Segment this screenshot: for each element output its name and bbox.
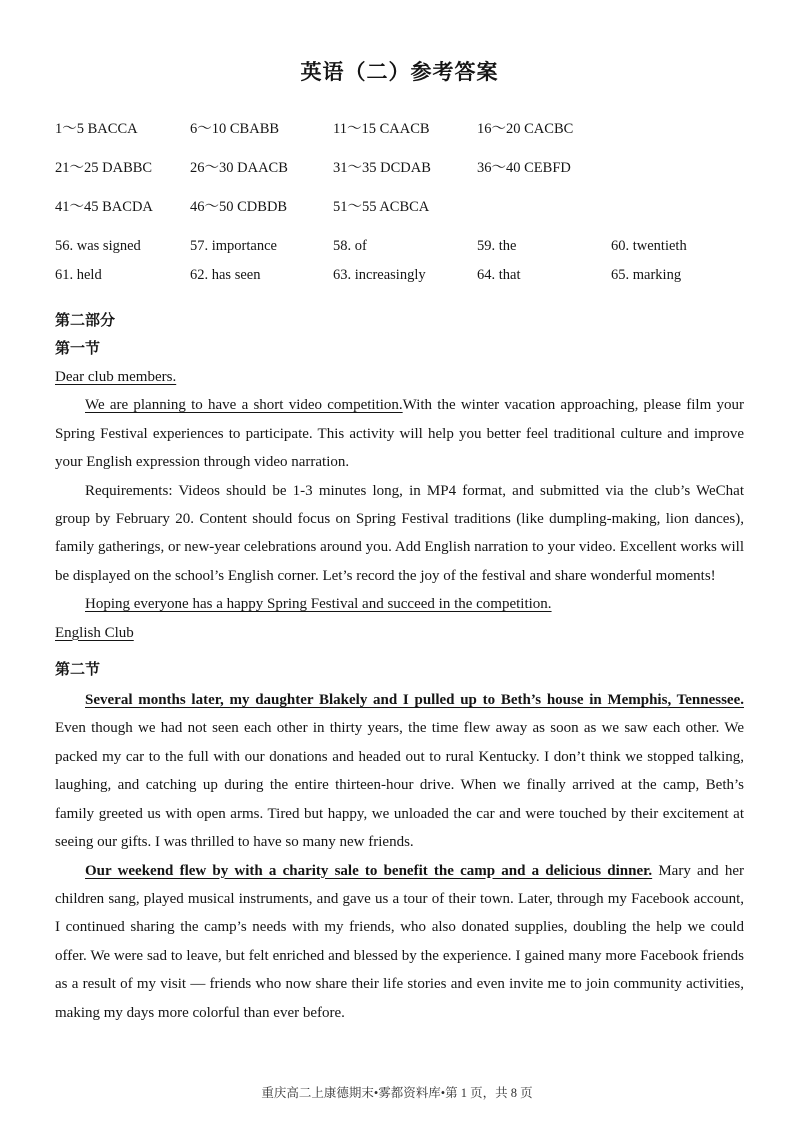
answer-cell: 60. twentieth	[611, 238, 687, 254]
answer-cell: 31～35 DCDAB	[333, 160, 431, 176]
lead-sentence: Several months later, my daughter Blakely and I pulled up to Beth’s house in Memphis, Tennessee.	[85, 692, 744, 709]
answer-cell	[611, 161, 744, 176]
section1-closing	[55, 590, 744, 618]
page-title: 英语（二）参考答案	[300, 60, 499, 84]
answer-cell: 36～40 CEBFD	[477, 160, 571, 176]
answer-cell: 61. held	[55, 267, 102, 283]
answer-row	[55, 161, 744, 176]
lead-sentence: Our weekend flew by with a charity sale to benefit the camp and a delicious dinner.	[85, 862, 653, 879]
answer-cell: 62. has seen	[190, 267, 261, 283]
closing-text: Hoping everyone has a happy Spring Festival and succeed in the competition.	[85, 596, 552, 613]
paragraph-text: Requirements: Videos should be 1-3 minutes long, in MP4 format, and submitted via the club’s WeChat group by February 20. Content should focus on Spring Festival traditions (like dumpling-making, lion dances), family gatherings, or new-year celebrations around you. Add English narration to your video. Excellent works will be displayed on the school’s English corner. Let’s record the joy of the festival and share wonderful moments!	[55, 482, 744, 584]
salutation-text: Dear club members.	[55, 369, 177, 385]
answer-cell: 51～55 ACBCA	[333, 199, 430, 215]
section1-heading: 第一节	[55, 341, 101, 357]
answer-row	[55, 122, 744, 137]
section2-paragraph-2	[55, 857, 744, 1027]
part2-heading: 第二部分	[55, 313, 116, 329]
page-footer: 重庆高二上康德期末•雾都资料库•第 1 页，共 8 页	[261, 1086, 533, 1100]
signature-text: English Club	[55, 624, 134, 641]
section1-signature	[55, 619, 744, 647]
answer-cell: 41～45 BACDA	[55, 199, 153, 215]
answer-cell: 21～25 DABBC	[55, 160, 153, 176]
answer-row	[55, 239, 744, 254]
answer-cell: 26～30 DAACB	[190, 160, 288, 176]
answer-cell: 59. the	[477, 238, 517, 254]
section1-paragraph-1	[55, 391, 744, 476]
paragraph-text: Mary and her children sang, played musical instruments, and gave us a tour of their town. Later, through my Facebook account, I continued sharing the camp’s needs with my friends, who also donated supplies, doubling the help we could offer. We were sad to leave, but felt enriched and blessed by the experience. I gained many more Facebook friends as a result of my visit — friends who now share their life stories and even invite me to join community activities, making my days more colorful than ever before.	[55, 862, 744, 1021]
section2-heading: 第二节	[55, 662, 101, 679]
answer-cell: 46～50 CDBDB	[190, 199, 288, 215]
answer-row	[55, 200, 744, 215]
paragraph-text: Even though we had not seen each other in thirty years, the time flew away as soon as we saw each other. We packed my car to the full with our donations and headed out to rural Kentucky. I don’t think we stopped talking, laughing, and catching up during the entire thirteen-hour drive. When we finally arrived at the camp, Beth’s family greeted us with open arms. Tired but happy, we unloaded the car and were touched by their excitement at seeing our gifts. I was thrilled to have so many new friends.	[55, 720, 744, 851]
answer-cell	[611, 122, 744, 137]
salutation	[55, 363, 744, 391]
answer-cell: 58. of	[333, 238, 367, 254]
lead-sentence: We are planning to have a short video competition.	[85, 397, 403, 414]
section2-paragraph-1	[55, 686, 744, 856]
answer-cell: 57. importance	[190, 238, 277, 254]
answer-cell	[477, 200, 611, 215]
answer-cell: 63. increasingly	[333, 267, 426, 283]
answer-cell: 11～15 CAACB	[333, 121, 430, 137]
section1-paragraph-2	[55, 477, 744, 591]
answer-cell: 6～10 CBABB	[190, 121, 280, 137]
answer-cell: 56. was signed	[55, 238, 141, 254]
answer-row	[55, 268, 744, 283]
answer-cell: 16～20 CACBC	[477, 121, 574, 137]
answer-cell: 1～5 BACCA	[55, 121, 138, 137]
answer-cell: 64. that	[477, 267, 521, 283]
answer-cell: 65. marking	[611, 267, 682, 283]
answer-cell	[611, 200, 744, 215]
paragraph-text: With the winter vacation approaching, please film your Spring Festival experiences to participate. This activity will help you better feel traditional culture and improve your English expression through video narration.	[55, 397, 744, 471]
answer-grid	[55, 122, 744, 283]
